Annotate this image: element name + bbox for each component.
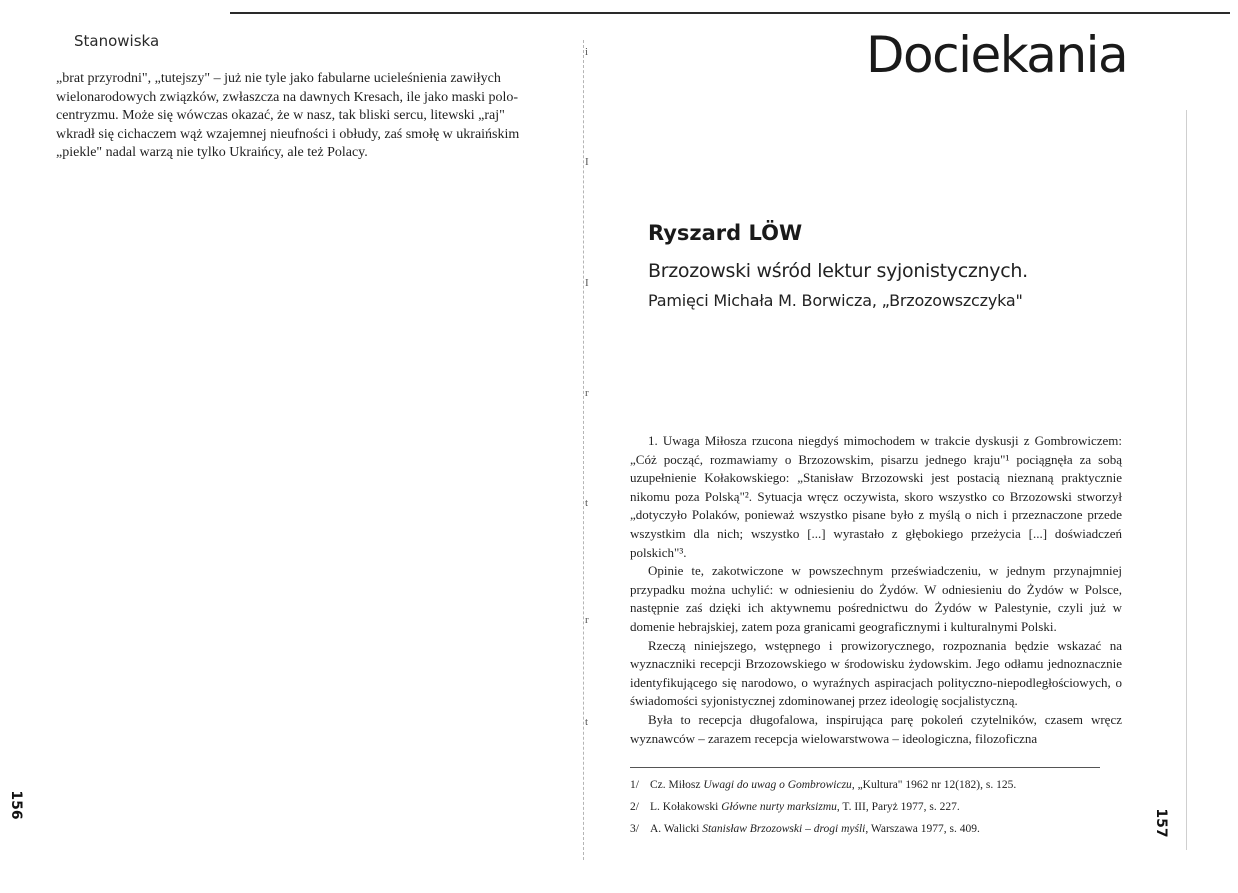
footnote-rule	[630, 767, 1100, 768]
page-number-right: 157	[1153, 808, 1169, 838]
footnote-author: L. Kołakowski	[650, 801, 722, 813]
body-paragraph: Była to recepcja długofalowa, inspirująca parę pokoleń czytelników, czasem wręcz wyznawców – zarazem recepcja wielowarstwowa – ideologiczna, filozoficzna	[630, 711, 1122, 746]
gutter-mark: r	[585, 614, 589, 626]
footnote-marker: 3/	[630, 823, 639, 835]
gutter-mark: t	[585, 497, 589, 509]
footnote-marker: 2/	[630, 801, 639, 813]
article-title: Brzozowski wśród lektur syjonistycznych.	[648, 260, 1028, 282]
gutter-mark: t	[585, 716, 589, 728]
footnote-work: Główne nurty marksizmu	[721, 801, 837, 813]
page-edge	[1186, 110, 1187, 850]
body-paragraph: Opinie te, zakotwiczone w powszechnym przeświadczeniu, w jednym przynajmniej przypadku można uchylić: w odniesieniu do Żydów. W odniesieniu do Żydów w Polsce, następnie zaś dzięki ich aktywnemu pośrednictwu do Żydów w Palestynie, czyli już w domenie hebrajskiej, zatem poza granicami geograficznymi i kulturalnymi Polski.	[630, 563, 1122, 634]
footnote	[630, 818, 1122, 840]
footnote	[630, 774, 1122, 796]
body-paragraph: Rzeczą niniejszego, wstępnego i prowizorycznego, rozpoznania będzie wskazać na wyznaczniki recepcji Brzozowskiego w środowisku żydowskim. Jego odłamu jednoznacznie identyfikującego się narodowo, o wyraźnych aspiracjach polityczno-niepodległościowych, o świadomości syjonistycznej zdominowanej przez ideologię socjalistyczną.	[630, 637, 1122, 709]
text-line: „piekle" nadal warzą nie tylko Ukraińcy, ale też Polacy.	[56, 145, 368, 160]
footnote-details: , Warszawa 1977, s. 409.	[865, 823, 980, 835]
article-subtitle: Pamięci Michała M. Borwicza, „Brzozowszczyka"	[648, 291, 1023, 310]
article-author: Ryszard LÖW	[648, 221, 803, 245]
body-paragraph: 1. Uwaga Miłosza rzucona niegdyś mimochodem w trakcie dyskusji z Gombrowiczem: „Cóż począć, rozmawiamy o Brzozowskim, pisarzu jednego kraju"¹ pociągnęła za sobą uzupełnienie Kołakowskiego: „Stanisław Brzozowski jest postacią nieznaną praktycznie nikomu poza Polską"². Sytuacja wręcz oczywista, skoro wszystko co Brzozowski stworzył „dotyczyło Polaków, ponieważ wszystko pisane było z myślą o nich i przeznaczone przede wszystkim dla nich; wszystko [...] wyrastało z głębokiego przeżycia [...] doświadczeń polskich"³.	[630, 433, 1122, 560]
footnotes	[630, 774, 1122, 840]
text-line: wielonarodowych związków, zwłaszcza na dawnych Kresach, ile jako maski polo-	[56, 89, 519, 105]
page-gutter	[583, 40, 584, 860]
gutter-mark: I	[585, 277, 589, 289]
footnote-work: Uwagi do uwag o Gombrowiczu	[703, 779, 852, 791]
footnote-work: Stanisław Brzozowski – drogi myśli	[702, 823, 866, 835]
page-number-left: 156	[8, 790, 24, 820]
top-rule	[230, 12, 1230, 14]
footnote-details: , T. III, Paryż 1977, s. 227.	[836, 801, 960, 813]
footnote-details: , „Kultura" 1962 nr 12(182), s. 125.	[851, 779, 1017, 791]
gutter-mark: r	[585, 387, 589, 399]
footnote-marker: 1/	[630, 779, 639, 791]
article-body	[630, 432, 1122, 748]
gutter-mark: i	[585, 46, 589, 58]
footnote-author: Cz. Miłosz	[650, 779, 704, 791]
section-title: Dociekania	[866, 26, 1128, 84]
text-line: centryzmu. Może się wówczas okazać, że w nasz, tak bliski sercu, litewski „raj"	[56, 108, 505, 123]
text-line: „brat przyrodni", „tutejszy" – już nie tyle jako fabularne ucieleśnienia zawiłych	[56, 71, 501, 86]
left-page-text	[56, 70, 548, 163]
gutter-mark: I	[585, 156, 589, 168]
footnote-author: A. Walicki	[650, 823, 703, 835]
text-line: wkradł się cichaczem wąż wzajemnej nieufności i obłudy, zaś smołę w ukraińskim	[56, 126, 520, 142]
footnote	[630, 796, 1122, 818]
running-header: Stanowiska	[74, 32, 160, 50]
